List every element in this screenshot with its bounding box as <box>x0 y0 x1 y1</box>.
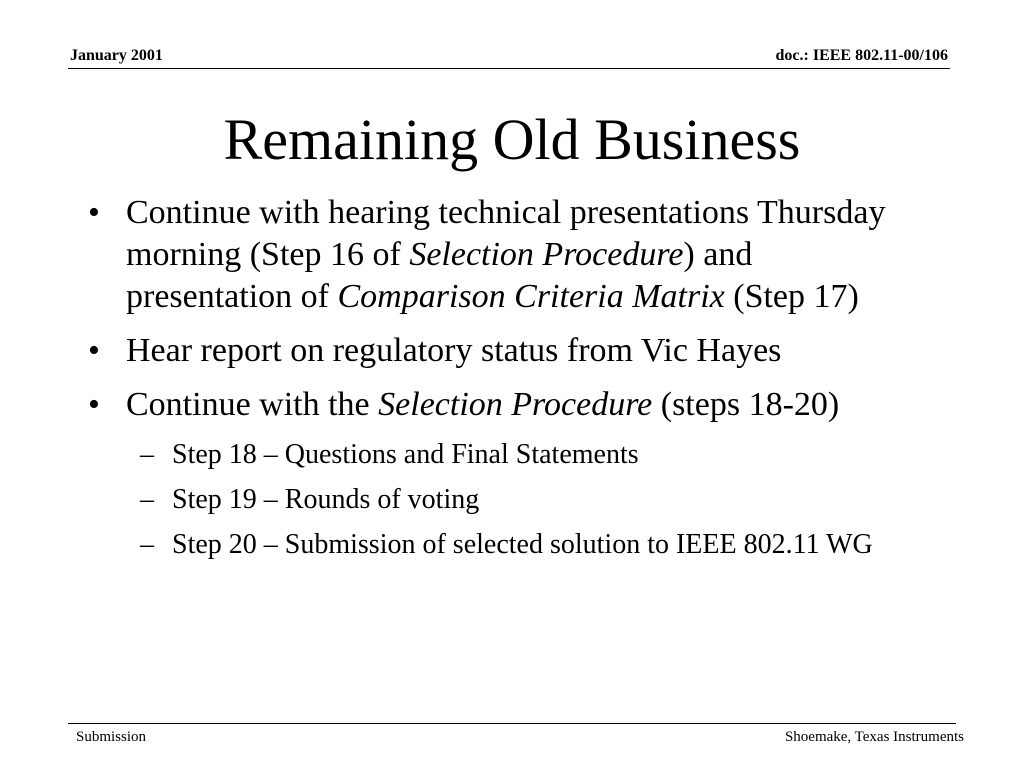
bullet-marker: • <box>88 386 100 423</box>
sub-bullet-text: Step 19 – Rounds of voting <box>172 484 480 515</box>
bullet-item <box>82 192 922 318</box>
dash-marker: – <box>140 484 154 515</box>
sub-bullet-item <box>82 528 922 561</box>
dash-marker: – <box>140 439 154 470</box>
sub-bullet-item <box>82 438 922 471</box>
sub-bullet-item <box>82 483 922 516</box>
bullet-text: ) and presentation of <box>126 236 753 315</box>
footer-author: Shoemake, Texas Instruments <box>784 729 964 745</box>
bullet-text: Continue with the <box>126 386 379 423</box>
bullet-item <box>82 384 922 426</box>
footer-submission: Submission <box>76 729 147 745</box>
bullet-list <box>82 192 922 573</box>
header-doc-number: doc.: IEEE 802.11-00/106 <box>775 47 948 64</box>
bullet-text: (Step 17) <box>724 278 859 315</box>
bullet-text: (steps 18-20) <box>652 386 840 423</box>
bullet-text: Continue with hearing technical presentations Thursday morning (Step 16 of <box>126 194 886 273</box>
bullet-item <box>82 330 922 372</box>
footer-rule <box>68 723 956 724</box>
header-date: January 2001 <box>70 47 163 64</box>
sub-bullet-text: Step 20 – Submission of selected solution to IEEE 802.11 WG <box>172 529 873 560</box>
slide-title: Remaining Old Business <box>223 107 801 172</box>
bullet-text: Hear report on regulatory status from Vic Hayes <box>126 332 782 369</box>
dash-marker: – <box>140 529 154 560</box>
bullet-text-italic: Comparison Criteria Matrix <box>337 278 725 315</box>
bullet-text-italic: Selection Procedure <box>378 386 653 423</box>
bullet-marker: • <box>88 194 100 231</box>
bullet-text-italic: Selection Procedure <box>409 236 684 273</box>
header-rule <box>68 68 950 69</box>
bullet-marker: • <box>88 332 100 369</box>
sub-bullet-text: Step 18 – Questions and Final Statements <box>172 439 639 470</box>
